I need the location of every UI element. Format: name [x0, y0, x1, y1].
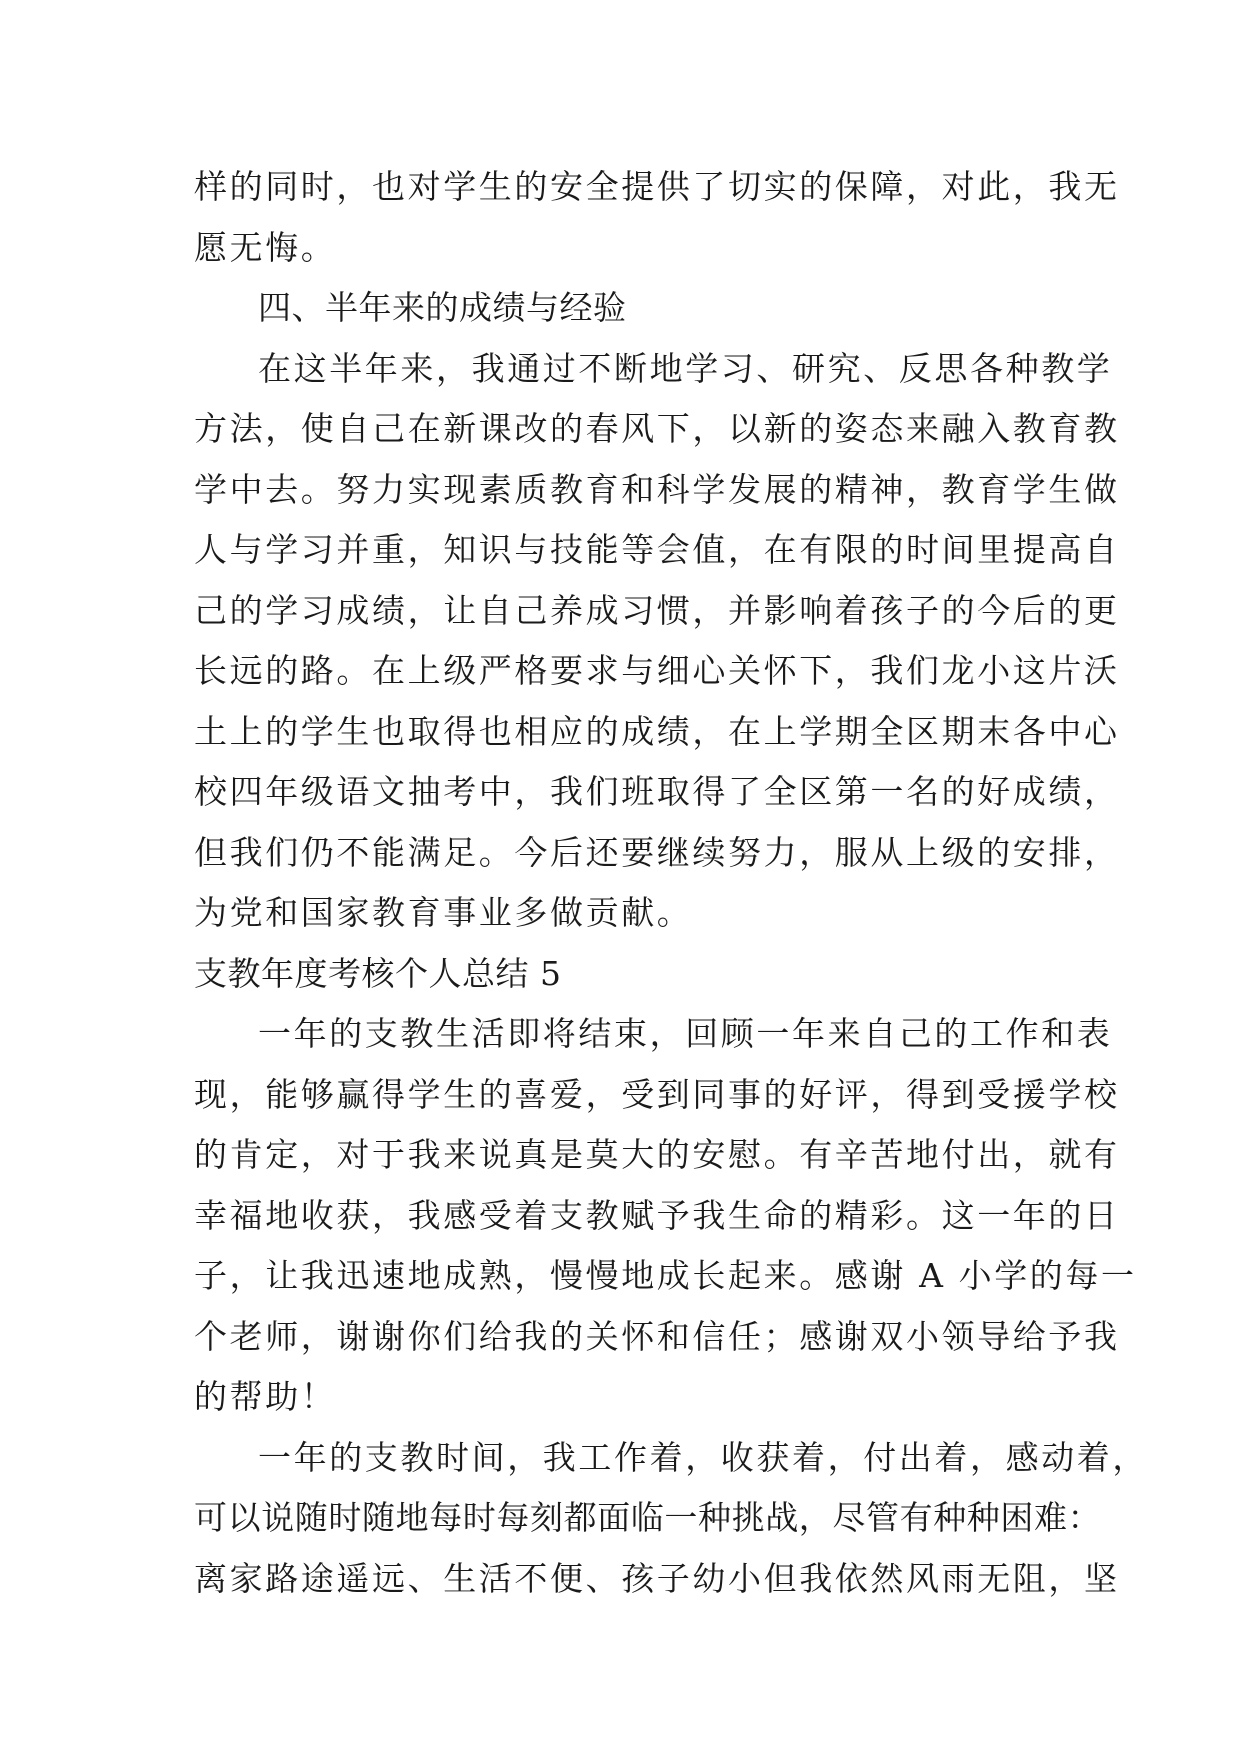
text-line: 己的学习成绩，让自己养成习惯，并影响着孩子的今后的更 — [194, 590, 1120, 630]
text-line: 幸福地收获，我感受着支教赋予我生命的精彩。这一年的日 — [194, 1195, 1120, 1235]
text-line: 样的同时，也对学生的安全提供了切实的保障，对此，我无 — [194, 167, 1120, 206]
text-line: 愿无悔。 — [194, 227, 337, 267]
text-line: 在这半年来，我通过不断地学习、研究、反思各种教学 — [258, 348, 1113, 388]
text-line: 方法，使自己在新课改的春风下，以新的姿态来融入教育教 — [194, 409, 1120, 448]
text-line: 为党和国家教育事业多做贡献。 — [194, 893, 693, 932]
paragraph — [194, 1428, 1148, 1610]
paragraph — [194, 1004, 1137, 1428]
text-line: 校四年级语文抽考中，我们班取得了全区第一名的好成绩， — [194, 772, 1120, 811]
text-line: 学中去。努力实现素质教育和科学发展的精神，教育学生做 — [194, 469, 1120, 509]
text-line: 土上的学生也取得也相应的成绩，在上学期全区期末各中心 — [194, 711, 1120, 751]
text-line: 长远的路。在上级严格要求与细心关怀下，我们龙小这片沃 — [194, 651, 1120, 690]
section-heading — [194, 278, 1058, 339]
text-line: 的肯定，对于我来说真是莫大的安慰。有辛苦地付出，就有 — [194, 1135, 1120, 1174]
text-line: 现，能够赢得学生的喜爱，受到同事的好评，得到受援学校 — [194, 1074, 1120, 1114]
document-title — [194, 944, 1058, 1005]
paragraph — [194, 339, 1120, 944]
text-line: 个老师，谢谢你们给我的关怀和信任；感谢双小领导给予我 — [194, 1316, 1120, 1356]
document-body — [194, 157, 1148, 1609]
text-line: 子，让我迅速地成熟，慢慢地成长起来。感谢 A 小学的每一 — [194, 1256, 1137, 1295]
paragraph-continued — [194, 157, 1120, 278]
text-line: 的帮助！ — [194, 1377, 337, 1416]
document-title-text: 支教年度考核个人总结 5 — [194, 953, 562, 993]
text-line: 一年的支教生活即将结束，回顾一年来自己的工作和表 — [258, 1014, 1113, 1053]
section-heading-text: 四、半年来的成绩与经验 — [258, 288, 627, 327]
text-line: 一年的支教时间，我工作着，收获着，付出着，感动着， — [258, 1437, 1148, 1477]
text-line: 人与学习并重，知识与技能等会值，在有限的时间里提高自 — [194, 530, 1120, 569]
text-line: 可以说随时随地每时每刻都面临一种挑战，尽管有种种困难： — [194, 1498, 1102, 1537]
text-line: 但我们仍不能满足。今后还要继续努力，服从上级的安排， — [194, 832, 1120, 872]
text-line: 离家路途遥远、生活不便、孩子幼小但我依然风雨无阻，坚 — [194, 1558, 1120, 1598]
